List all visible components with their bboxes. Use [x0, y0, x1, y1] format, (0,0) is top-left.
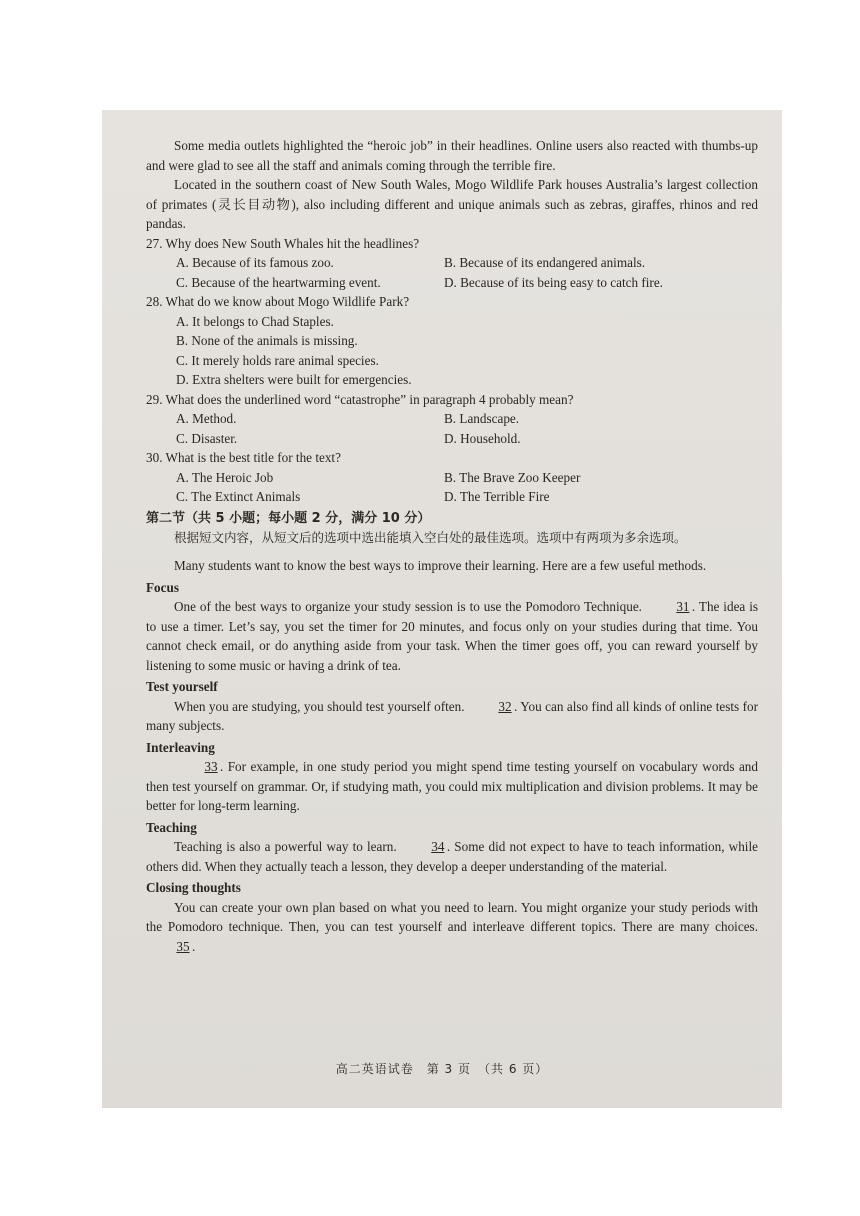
option-a: A. Method.	[176, 411, 237, 426]
page-content	[146, 136, 758, 956]
paragraph-interleaving: 33 . For example, in one study period you might spend time testing yourself on vocabulary words and then test yourself on grammar. Or, if studying math, you could mix multiplication and division problems. It may be better for long-term learning.	[146, 759, 758, 813]
paragraph-teaching: Teaching is also a powerful way to learn. 34 . Some did not expect to have to teach information, while others did. When they actually teach a lesson, they develop a deeper understanding of the material.	[146, 839, 758, 874]
option-b: B. Because of its endangered animals.	[444, 255, 646, 270]
option-d: D. Household.	[444, 430, 521, 446]
option-b: B. Landscape.	[444, 411, 520, 426]
option-a: A. The Heroic Job	[176, 469, 274, 485]
blank-34: 34	[431, 839, 445, 854]
blank-35: 35	[176, 938, 190, 954]
passage-paragraph: Some media outlets highlighted the “heroic job” in their headlines. Online users also reacted with thumbs-up and were glad to see all the staff and animals coming through the terrible fire.	[146, 138, 758, 173]
question-options	[146, 253, 758, 292]
paragraph-focus: One of the best ways to organize your study session is to use the Pomodoro Technique. 31 . The idea is to use a timer. Let’s say, you set the timer for 20 minutes, and focus only on your studies during that time. You cannot check email, or do anything aside from your task. When the timer goes off, you can reward yourself by listening to some music or having a drink of tea.	[146, 599, 758, 673]
passage-intro: Many students want to know the best ways to improve their learning. Here are a few useful methods.	[174, 558, 707, 573]
subheading-test: Test yourself	[146, 679, 218, 694]
section-heading: 第二节（共 5 小题；每小题 2 分，满分 10 分）	[146, 510, 431, 526]
subheading-focus: Focus	[146, 579, 179, 595]
question-options	[146, 312, 758, 390]
section-instruction: 根据短文内容，从短文后的选项中选出能填入空白处的最佳选项。选项中有两项为多余选项。	[174, 530, 687, 545]
blank-31: 31	[676, 599, 690, 614]
paragraph-closing: You can create your own plan based on what you need to learn. You might organize your study periods with the Pomodoro technique. Then, you can test yourself and interleave different topics. There are many choices. 35 .	[146, 898, 758, 957]
question-30	[146, 448, 758, 507]
option-c: C. It merely holds rare animal species.	[176, 352, 379, 368]
subheading-interleaving: Interleaving	[146, 739, 215, 755]
blank-32: 32	[498, 698, 512, 714]
subheading-closing: Closing thoughts	[146, 880, 241, 895]
question-stem: 29. What does the underlined word “catastrophe” in paragraph 4 probably mean?	[146, 391, 574, 407]
question-27	[146, 234, 758, 293]
question-stem: 28. What do we know about Mogo Wildlife Park?	[146, 294, 410, 309]
option-d: D. The Terrible Fire	[444, 489, 550, 504]
subheading-teaching: Teaching	[146, 819, 197, 835]
question-stem: 30. What is the best title for the text?	[146, 450, 341, 465]
exam-page	[102, 110, 782, 1108]
question-28	[146, 292, 758, 390]
option-d: D. Because of its being easy to catch fire.	[444, 274, 663, 290]
page-footer: 高二英语试卷 第 3 页 （共 6 页）	[335, 1062, 549, 1076]
question-options	[146, 468, 758, 507]
option-a: A. Because of its famous zoo.	[176, 255, 334, 270]
option-c: C. Disaster.	[176, 430, 238, 446]
paragraph-test: When you are studying, you should test yourself often. 32 . You can also find all kinds of online tests for many subjects.	[146, 698, 759, 733]
question-options	[146, 409, 758, 448]
option-b: B. The Brave Zoo Keeper	[444, 469, 581, 485]
question-stem: 27. Why does New South Whales hit the headlines?	[146, 235, 420, 251]
blank-33: 33	[204, 759, 218, 774]
option-c: C. Because of the heartwarming event.	[176, 274, 381, 290]
option-d: D. Extra shelters were built for emergencies.	[176, 372, 412, 387]
option-a: A. It belongs to Chad Staples.	[176, 313, 334, 329]
option-b: B. None of the animals is missing.	[176, 333, 358, 348]
option-c: C. The Extinct Animals	[176, 489, 301, 504]
passage-paragraph: Located in the southern coast of New South Wales, Mogo Wildlife Park houses Australia’s largest collection of primates (灵长目动物), also including different and unique animals such as zebras, giraffes, rhinos and red pandas.	[146, 177, 758, 231]
question-29	[146, 390, 758, 449]
